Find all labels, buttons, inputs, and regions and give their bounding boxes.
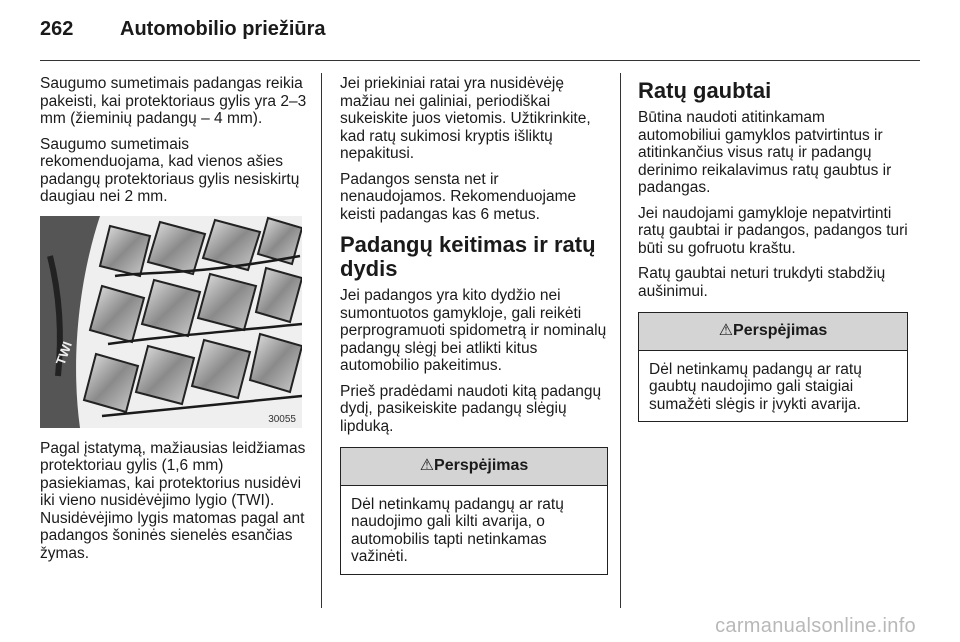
warning-triangle-icon: ⚠ <box>718 322 734 339</box>
paragraph-unapproved-covers: Jei naudojami gamykloje nepatvirtinti ratų gaubtai ir padangos, padangos turi būti su gofruotu kraštu. <box>638 204 908 257</box>
warning-header-2 <box>639 313 907 351</box>
warning-body-1: Dėl netinkamų padangų ar ratų naudojimo gali kilti avarija, o automobilis tapti netinkamas važinėti. <box>351 495 564 565</box>
section-heading-wheel-covers: Ratų gaubtai <box>638 78 772 103</box>
warning-title-1: Perspėjimas <box>434 457 529 474</box>
page-title: Automobilio priežiūra <box>120 18 326 40</box>
column-3 <box>638 75 908 422</box>
page-number: 262 <box>40 18 74 40</box>
paragraph-tread-replacement: Saugumo sumetimais padangas reikia pakeisti, kai protektoriaus gylis yra 2–3 mm (žieminių padangų – 4 mm). <box>40 75 307 127</box>
warning-title-2: Perspėjimas <box>733 322 828 339</box>
warning-box-1 <box>340 447 608 575</box>
paragraph-approved-covers: Būtina naudoti atitinkamam automobiliui gamyklos patvirtintus ir atitinkančius visus ratų ir padangų derinimo reikalavimus ratų gaubtus ir padangas. <box>638 109 892 196</box>
column-divider-1 <box>321 73 322 608</box>
header-rule <box>40 60 920 61</box>
warning-triangle-icon: ⚠ <box>419 457 435 474</box>
tire-tread-illustration <box>40 216 302 428</box>
paragraph-speedometer: Jei padangos yra kito dydžio nei sumontuotos gamykloje, gali reikėti perprogramuoti spidometrą ir nominalų padangų slėgį bei atlikti kitus automobilio pakeitimus. <box>340 287 607 374</box>
column-divider-2 <box>620 73 621 608</box>
column-2 <box>340 75 608 575</box>
paragraph-brake-cooling: Ratų gaubtai neturi trukdyti stabdžių aušinimui. <box>638 265 886 300</box>
paragraph-axle-difference: Saugumo sumetimais rekomenduojama, kad vienos ašies padangų protektoriaus gylis nesiskirtų daugiau nei 2 mm. <box>40 135 300 205</box>
warning-box-2 <box>638 312 908 422</box>
warning-body-2: Dėl netinkamų padangų ar ratų gaubtų naudojimo gali staigiai sumažėti slėgis ir įvykti avarija. <box>649 360 862 413</box>
column-1 <box>40 75 308 570</box>
paragraph-rotation: Jei priekiniai ratai yra nusidėvėję mažiau nei galiniai, periodiškai sukeiskite juos vietomis. Užtikrinkite, kad ratų sukimosi kryptis išliktų nepakitusi. <box>340 75 591 162</box>
page-header <box>40 18 326 50</box>
paragraph-pressure-label: Prieš pradėdami naudoti kitą padangų dydį, pasikeiskite padangų slėgių lipduką. <box>340 382 602 435</box>
twi-label: TWI <box>52 339 75 367</box>
paragraph-legal-minimum: Pagal įstatymą, mažiausias leidžiamas protektoriau gylis (1,6 mm) pasiekiamas, kai protektorius nusidėvi iki vieno nusidėvėjimo lygio (TWI). Nusidėvėjimo lygis matomas pagal ant padangos šoninės sienelės esančias žymas. <box>40 439 306 562</box>
image-code: 30055 <box>268 413 296 425</box>
warning-header-1 <box>341 448 607 486</box>
paragraph-aging: Padangos sensta net ir nenaudojamos. Rekomenduojame keisti padangas kas 6 metus. <box>340 170 577 223</box>
section-heading-tyre-change: Padangų keitimas ir ratų dydis <box>340 232 596 281</box>
watermark: carmanualsonline.info <box>715 615 916 637</box>
